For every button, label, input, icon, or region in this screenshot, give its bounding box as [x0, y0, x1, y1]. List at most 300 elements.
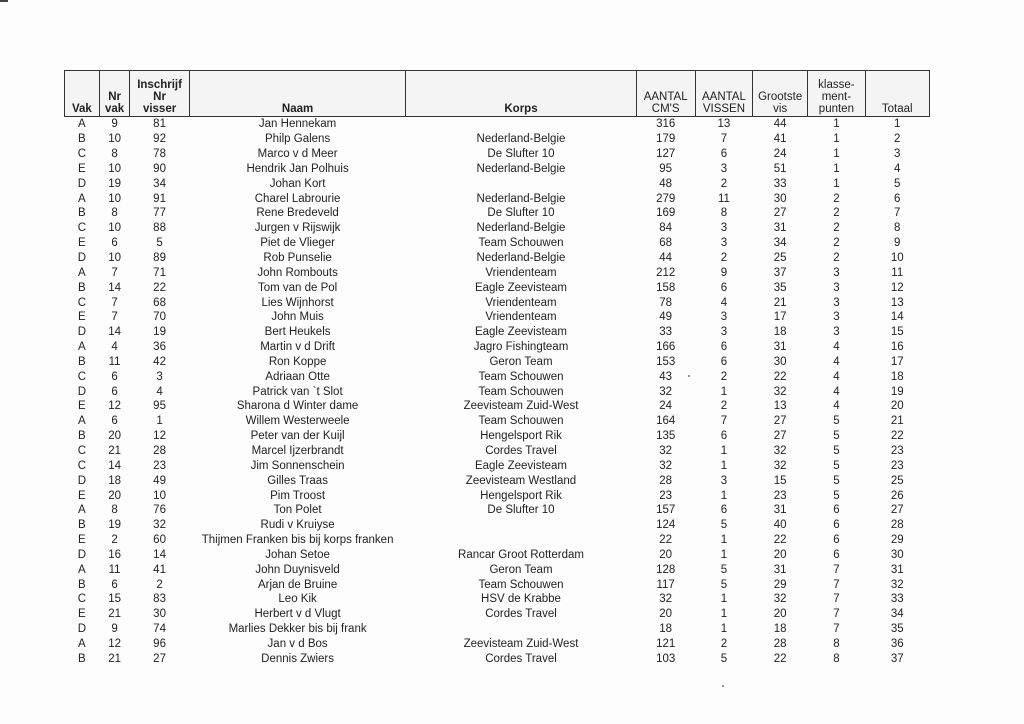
table-row [65, 399, 930, 414]
cell-naam: Sharona d Winter dame [236, 400, 359, 413]
cell-aantal-cms: 157 [656, 504, 676, 517]
cell-aantal-cms: 20 [659, 548, 673, 561]
cell-aantal-vissen: 11 [717, 192, 730, 205]
cell-totaal: 5 [894, 177, 901, 190]
cell-aantal-cms: 33 [659, 326, 673, 339]
cell-vak: C [77, 222, 87, 235]
cell-vak: E [78, 237, 86, 250]
cell-naam: Ron Koppe [268, 355, 327, 368]
cell-grootste-vis: 32 [773, 385, 787, 398]
cell-naam: Philp Galens [264, 133, 331, 146]
cell-aantal-cms: 32 [659, 385, 673, 398]
cell-korps: Rancar Groot Rotterdam [458, 548, 584, 561]
cell-korps [406, 176, 636, 191]
cell-klassement-punten: 7 [833, 593, 840, 606]
cell-klassement-punten: 6 [833, 504, 840, 517]
cell-nr-vak: 19 [108, 177, 121, 190]
cell-aantal-vissen: 1 [720, 623, 728, 636]
cell-klassement-punten: 3 [833, 326, 840, 339]
cell-grootste-vis: 18 [773, 326, 787, 339]
table-row [65, 637, 930, 652]
cell-naam: Piet de Vlieger [260, 237, 335, 250]
table-row [65, 503, 930, 518]
cell-aantal-cms: 169 [656, 207, 676, 220]
cell-aantal-vissen: 6 [720, 504, 728, 517]
cell-inschrijf-nr: 22 [153, 281, 166, 294]
cell-grootste-vis: 22 [773, 534, 787, 547]
cell-klassement-punten: 1 [833, 162, 840, 175]
cell-totaal: 34 [890, 608, 904, 621]
cell-nr-vak: 7 [111, 296, 118, 309]
cell-totaal: 27 [890, 504, 904, 517]
cell-grootste-vis: 18 [773, 623, 787, 636]
cell-aantal-cms: 121 [656, 637, 676, 650]
cell-korps: Nederland-Belgie [476, 192, 566, 205]
cell-nr-vak: 8 [111, 148, 118, 161]
cell-aantal-vissen: 6 [720, 355, 728, 368]
cell-vak: B [78, 207, 86, 220]
cell-naam: John Muis [271, 311, 324, 324]
cell-nr-vak: 14 [108, 459, 121, 472]
cell-totaal: 14 [890, 311, 904, 324]
cell-korps: Nederland-Belgie [476, 133, 566, 146]
col-header-inschrijf-nr: Inschrijf Nr visser [130, 71, 189, 117]
cell-korps: Zeevisteam Westland [465, 474, 577, 487]
cell-vak: B [78, 652, 86, 665]
cell-naam: Willem Westerweele [245, 415, 350, 428]
cell-aantal-vissen: 9 [720, 266, 728, 279]
cell-grootste-vis: 27 [773, 415, 787, 428]
cell-totaal: 31 [890, 563, 904, 576]
cell-aantal-cms: 48 [659, 177, 673, 190]
col-header-vak: Vak [65, 71, 100, 117]
cell-inschrijf-nr: 42 [153, 355, 166, 368]
table-row [65, 176, 930, 191]
cell-inschrijf-nr: 23 [153, 459, 166, 472]
cell-aantal-cms: 32 [659, 444, 673, 457]
cell-totaal: 2 [894, 133, 901, 146]
cell-vak: A [78, 637, 86, 650]
cell-aantal-vissen: 5 [720, 578, 728, 591]
cell-totaal: 19 [890, 385, 904, 398]
cell-korps: Team Schouwen [478, 578, 564, 591]
cell-naam: Rob Punselie [263, 252, 332, 265]
cell-grootste-vis: 37 [773, 266, 787, 279]
cell-totaal: 15 [890, 326, 904, 339]
cell-aantal-cms: 68 [659, 237, 673, 250]
cell-korps: De Slufter 10 [487, 504, 555, 517]
cell-vak: E [78, 400, 86, 413]
cell-inschrijf-nr: 68 [153, 296, 166, 309]
cell-aantal-cms: 22 [659, 534, 673, 547]
cell-naam: Johan Kort [269, 177, 326, 190]
cell-nr-vak: 10 [108, 222, 121, 235]
cell-aantal-vissen: 1 [720, 608, 728, 621]
cell-naam: Herbert v d Vlugt [254, 608, 341, 621]
table-row [65, 577, 930, 592]
cell-totaal: 37 [890, 652, 904, 665]
cell-aantal-vissen: 2 [720, 370, 728, 383]
cell-totaal: 30 [890, 548, 904, 561]
table-body [65, 117, 930, 667]
cell-grootste-vis: 23 [773, 489, 787, 502]
cell-totaal: 12 [890, 281, 904, 294]
cell-aantal-vissen: 13 [717, 118, 731, 131]
cell-aantal-cms: 84 [659, 222, 673, 235]
cell-aantal-cms: 212 [656, 266, 676, 279]
cell-nr-vak: 7 [111, 311, 118, 324]
cell-nr-vak: 6 [111, 370, 118, 383]
cell-vak: A [78, 504, 86, 517]
cell-inschrijf-nr: 71 [153, 266, 166, 279]
cell-aantal-vissen: 8 [720, 207, 728, 220]
cell-nr-vak: 14 [108, 281, 121, 294]
cell-vak: D [77, 177, 87, 190]
table-row [65, 429, 930, 444]
table-row [65, 547, 930, 562]
cell-korps: Cordes Travel [485, 444, 557, 457]
cell-aantal-cms: 179 [656, 133, 676, 146]
cell-inschrijf-nr: 49 [153, 474, 166, 487]
cell-naam: John Rombouts [257, 266, 338, 279]
cell-vak: C [77, 148, 87, 161]
cell-korps [406, 622, 636, 637]
cell-grootste-vis: 51 [773, 162, 787, 175]
cell-klassement-punten: 7 [833, 608, 840, 621]
cell-aantal-vissen: 5 [720, 563, 728, 576]
table-row [65, 132, 930, 147]
cell-aantal-vissen: 3 [720, 162, 728, 175]
results-table [64, 70, 930, 666]
cell-totaal: 26 [890, 489, 904, 502]
cell-grootste-vis: 20 [773, 608, 787, 621]
cell-vak: B [78, 133, 86, 146]
cell-inschrijf-nr: 28 [153, 444, 166, 457]
cell-klassement-punten: 7 [833, 623, 840, 636]
cell-naam: Arjan de Bruine [257, 578, 338, 591]
cell-aantal-vissen: 4 [720, 296, 728, 309]
cell-aantal-cms: 24 [659, 400, 673, 413]
table-row [65, 117, 930, 132]
col-header-korps: Korps [406, 71, 636, 117]
cell-korps: Eagle Zeevisteam [474, 281, 568, 294]
table-row [65, 251, 930, 266]
cell-grootste-vis: 32 [773, 459, 787, 472]
cell-korps: Team Schouwen [478, 237, 564, 250]
cell-nr-vak: 21 [108, 444, 121, 457]
cell-vak: A [78, 563, 86, 576]
cell-aantal-cms: 127 [656, 148, 676, 161]
cell-nr-vak: 20 [108, 430, 121, 443]
cell-totaal: 16 [890, 341, 904, 354]
cell-naam: Thijmen Franken bis bij korps franken [201, 534, 394, 547]
cell-naam: John Duynisveld [255, 563, 340, 576]
table-row [65, 592, 930, 607]
cell-nr-vak: 6 [111, 385, 118, 398]
cell-totaal: 10 [890, 252, 904, 265]
cell-grootste-vis: 31 [773, 504, 787, 517]
cell-vak: E [78, 489, 86, 502]
table-row [65, 622, 930, 637]
cell-vak: E [78, 534, 86, 547]
cell-inschrijf-nr: 91 [153, 192, 166, 205]
cell-naam: Gilles Traas [267, 474, 328, 487]
cell-klassement-punten: 6 [833, 534, 840, 547]
cell-totaal: 7 [894, 207, 901, 220]
cell-grootste-vis: 31 [773, 341, 787, 354]
cell-nr-vak: 6 [111, 237, 118, 250]
cell-klassement-punten: 8 [833, 637, 840, 650]
cell-korps: HSV de Krabbe [481, 593, 561, 606]
cell-naam: Rene Bredeveld [256, 207, 339, 220]
cell-klassement-punten: 1 [833, 118, 840, 131]
cell-vak: E [78, 162, 86, 175]
table-header [65, 71, 930, 117]
cell-totaal: 23 [890, 444, 904, 457]
cell-naam: Marlies Dekker bis bij frank [228, 623, 367, 636]
cell-inschrijf-nr: 14 [153, 548, 166, 561]
cell-inschrijf-nr: 34 [153, 177, 166, 190]
cell-klassement-punten: 4 [833, 341, 840, 354]
cell-naam: Marcel Ijzerbrandt [251, 444, 344, 457]
cell-vak: C [77, 444, 87, 457]
cell-vak: A [78, 266, 86, 279]
cell-totaal: 8 [894, 222, 901, 235]
cell-inschrijf-nr: 5 [156, 237, 163, 250]
cell-klassement-punten: 5 [833, 444, 840, 457]
cell-inschrijf-nr: 83 [153, 593, 166, 606]
cell-nr-vak: 7 [111, 266, 118, 279]
cell-vak: D [77, 385, 87, 398]
cell-klassement-punten: 3 [833, 281, 840, 294]
cell-vak: B [78, 578, 86, 591]
cell-korps: Cordes Travel [485, 608, 557, 621]
cell-nr-vak: 4 [111, 341, 118, 354]
cell-korps: Team Schouwen [478, 415, 564, 428]
cell-totaal: 6 [894, 192, 901, 205]
cell-totaal: 23 [890, 459, 904, 472]
cell-totaal: 20 [890, 400, 904, 413]
cell-klassement-punten: 1 [833, 148, 840, 161]
cell-vak: B [78, 281, 86, 294]
cell-aantal-vissen: 3 [720, 237, 728, 250]
cell-grootste-vis: 27 [773, 207, 787, 220]
cell-klassement-punten: 4 [833, 370, 840, 383]
cell-totaal: 22 [890, 430, 904, 443]
table-row [65, 191, 930, 206]
cell-totaal: 4 [894, 162, 901, 175]
corner-mark [0, 0, 8, 6]
table-row [65, 533, 930, 548]
cell-naam: Charel Labrourie [254, 192, 341, 205]
cell-grootste-vis: 24 [773, 148, 787, 161]
cell-aantal-vissen: 1 [720, 534, 728, 547]
cell-aantal-vissen: 1 [720, 444, 728, 457]
cell-inschrijf-nr: 2 [156, 578, 163, 591]
cell-korps: Eagle Zeevisteam [474, 459, 568, 472]
table-row [65, 458, 930, 473]
table-row [65, 325, 930, 340]
cell-aantal-cms: 103 [656, 652, 676, 665]
table-row [65, 518, 930, 533]
cell-nr-vak: 12 [108, 400, 121, 413]
cell-totaal: 13 [890, 296, 904, 309]
cell-klassement-punten: 4 [833, 355, 840, 368]
cell-naam: Tom van de Pol [257, 281, 338, 294]
cell-korps: Hengelsport Rik [480, 430, 562, 443]
cell-korps: Eagle Zeevisteam [474, 326, 568, 339]
cell-inschrijf-nr: 32 [153, 519, 166, 532]
cell-aantal-cms: 164 [656, 415, 676, 428]
table-row [65, 369, 930, 384]
cell-aantal-cms: 49 [659, 311, 673, 324]
cell-aantal-cms: 32 [659, 593, 673, 606]
cell-nr-vak: 6 [111, 415, 118, 428]
cell-aantal-cms: 20 [659, 608, 673, 621]
cell-aantal-cms: 18 [659, 623, 673, 636]
cell-aantal-cms: 117 [656, 578, 675, 591]
cell-vak: E [78, 608, 86, 621]
cell-aantal-cms: 135 [656, 430, 676, 443]
cell-nr-vak: 10 [108, 133, 121, 146]
cell-grootste-vis: 33 [773, 177, 787, 190]
cell-aantal-vissen: 6 [720, 341, 728, 354]
cell-korps: De Slufter 10 [487, 148, 555, 161]
cell-inschrijf-nr: 88 [153, 222, 166, 235]
cell-korps: Zeevisteam Zuid-West [463, 637, 579, 650]
cell-naam: Dennis Zwiers [261, 652, 335, 665]
cell-korps: Vriendenteam [485, 311, 557, 324]
cell-naam: Jurgen v Rijswijk [254, 222, 341, 235]
table-row [65, 562, 930, 577]
col-header-naam: Naam [189, 71, 406, 117]
cell-vak: C [77, 459, 87, 472]
cell-korps: Nederland-Belgie [476, 222, 566, 235]
cell-korps: Zeevisteam Zuid-West [463, 400, 579, 413]
cell-aantal-vissen: 6 [720, 281, 728, 294]
cell-naam: Bert Heukels [264, 326, 331, 339]
cell-klassement-punten: 7 [833, 563, 840, 576]
cell-korps: Nederland-Belgie [476, 252, 566, 265]
cell-naam: Pim Troost [270, 489, 326, 502]
cell-grootste-vis: 31 [773, 222, 787, 235]
cell-totaal: 29 [890, 534, 904, 547]
cell-nr-vak: 10 [108, 192, 121, 205]
table-row [65, 147, 930, 162]
cell-grootste-vis: 20 [773, 548, 787, 561]
table-row [65, 162, 930, 177]
cell-korps [406, 533, 636, 548]
table-row [65, 607, 930, 622]
cell-inschrijf-nr: 74 [153, 623, 166, 636]
col-header-aantal-vissen: AANTAL VISSEN [695, 71, 752, 117]
cell-grootste-vis: 21 [773, 296, 787, 309]
cell-aantal-vissen: 3 [720, 326, 728, 339]
cell-inschrijf-nr: 4 [156, 385, 163, 398]
cell-naam: Jan v d Bos [267, 637, 328, 650]
table-row [65, 414, 930, 429]
cell-aantal-cms: 44 [659, 252, 673, 265]
cell-naam: Lies Wijnhorst [261, 296, 334, 309]
cell-aantal-cms: 124 [656, 519, 676, 532]
cell-inschrijf-nr: 41 [153, 563, 166, 576]
cell-inschrijf-nr: 1 [156, 415, 163, 428]
cell-klassement-punten: 5 [833, 474, 840, 487]
table-row [65, 310, 930, 325]
cell-naam: Rudi v Kruiyse [260, 519, 335, 532]
col-header-klassement-punten: klasse- ment- punten [808, 71, 865, 117]
cell-inschrijf-nr: 36 [153, 341, 166, 354]
cell-grootste-vis: 25 [773, 252, 787, 265]
cell-klassement-punten: 3 [833, 311, 840, 324]
cell-korps: Team Schouwen [478, 370, 564, 383]
cell-nr-vak: 21 [108, 652, 121, 665]
cell-aantal-vissen: 3 [720, 222, 728, 235]
cell-aantal-vissen: 7 [720, 133, 728, 146]
cell-totaal: 18 [890, 370, 904, 383]
cell-grootste-vis: 40 [773, 519, 787, 532]
cell-inschrijf-nr: 81 [153, 118, 166, 131]
cell-klassement-punten: 2 [833, 222, 840, 235]
cell-naam: Marco v d Meer [257, 148, 338, 161]
cell-klassement-punten: 2 [833, 237, 840, 250]
col-header-totaal: Totaal [865, 71, 929, 117]
cell-aantal-vissen: 2 [720, 637, 728, 650]
cell-vak: D [77, 474, 87, 487]
cell-grootste-vis: 30 [773, 192, 787, 205]
table-row [65, 206, 930, 221]
cell-inschrijf-nr: 76 [153, 504, 166, 517]
cell-totaal: 9 [894, 237, 901, 250]
cell-totaal: 1 [894, 118, 901, 131]
table-row [65, 236, 930, 251]
cell-korps: Team Schouwen [478, 385, 564, 398]
cell-grootste-vis: 28 [773, 637, 787, 650]
table-row [65, 280, 930, 295]
cell-aantal-vissen: 7 [720, 415, 728, 428]
cell-nr-vak: 10 [108, 252, 121, 265]
cell-aantal-vissen: 1 [720, 459, 728, 472]
cell-klassement-punten: 6 [833, 519, 840, 532]
cell-nr-vak: 8 [111, 504, 118, 517]
cell-nr-vak: 6 [111, 578, 118, 591]
table-row [65, 488, 930, 503]
cell-grootste-vis: 27 [773, 430, 787, 443]
table-row [65, 295, 930, 310]
cell-vak: C [77, 296, 87, 309]
cell-aantal-vissen: 2 [720, 177, 728, 190]
cell-naam: Ton Polet [273, 504, 322, 517]
cell-inschrijf-nr: 30 [153, 608, 166, 621]
cell-aantal-cms: 23 [659, 489, 673, 502]
cell-grootste-vis: 44 [773, 118, 787, 131]
cell-nr-vak: 11 [108, 563, 121, 576]
cell-aantal-vissen: 2 [720, 252, 728, 265]
cell-naam: Jan Hennekam [258, 118, 337, 131]
table-row [65, 651, 930, 666]
table-row [65, 265, 930, 280]
cell-nr-vak: 16 [108, 548, 121, 561]
cell-aantal-cms: 43 [659, 370, 673, 383]
cell-klassement-punten: 5 [833, 489, 840, 502]
cell-vak: A [78, 341, 86, 354]
cell-klassement-punten: 5 [833, 459, 840, 472]
cell-inschrijf-nr: 60 [153, 534, 166, 547]
cell-totaal: 35 [890, 623, 904, 636]
cell-korps: Vriendenteam [485, 296, 557, 309]
cell-aantal-vissen: 1 [720, 593, 728, 606]
cell-korps: Vriendenteam [485, 266, 557, 279]
